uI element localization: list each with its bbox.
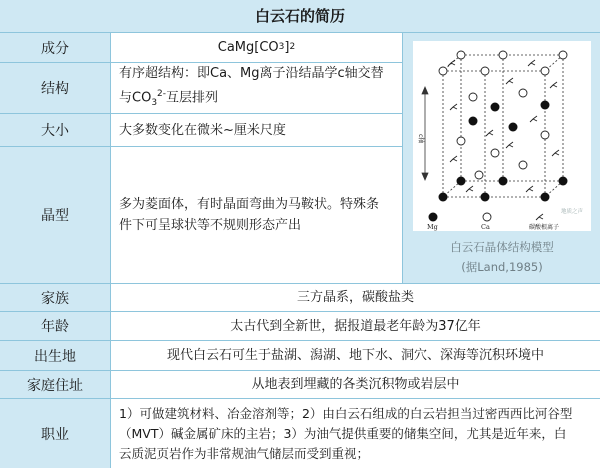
structure-line2: [119, 84, 384, 114]
legend-co3-text: 碳酸根离子: [529, 224, 560, 231]
formula-sub1: 3: [278, 42, 285, 52]
crystal-line2: 件下可呈球状等不规则形态产出: [119, 218, 302, 233]
crystal-structure-diagram: [413, 41, 591, 231]
label-composition: 成分: [0, 33, 110, 62]
value-composition: [110, 33, 402, 62]
formula-pre: CaMg[CO: [217, 40, 279, 55]
career-line3: 云质泥页岩作为非常规油气储层而受到重视；: [119, 445, 370, 461]
label-crystal: 晶型: [0, 147, 110, 283]
label-birthplace: 出生地: [0, 341, 110, 370]
value-address: 从地表到埋藏的各类沉积物或岩层中: [110, 371, 600, 398]
formula-mid: ]: [284, 40, 290, 55]
label-size: 大小: [0, 114, 110, 146]
value-structure: [110, 63, 402, 113]
legend-ca-text: Ca: [481, 223, 490, 231]
career-line1: 1）可做建筑材料、冶金溶剂等；2）由白云石组成的白云岩担当过密西西比河谷型: [119, 405, 573, 421]
career-line2: （MVT）碱金属矿床的主岩；3）为油气提供重要的储集空间，尤其是近年来，白: [119, 425, 567, 441]
c-axis-label: c轴: [417, 134, 424, 144]
legend-mg-text: Mg: [427, 223, 438, 231]
table-title: 白云石的简历: [0, 0, 600, 33]
value-career: [110, 399, 600, 468]
watermark: 地质之声: [561, 209, 584, 215]
value-age: 太古代到全新世，据报道最老年龄为37亿年: [110, 312, 600, 340]
legend-ca-marker: [483, 213, 491, 221]
crystal-structure-svg: [413, 41, 591, 231]
value-birthplace: 现代白云石可生于盐湖、潟湖、地下水、洞穴、深海等沉积环境中: [110, 341, 600, 370]
label-age: 年龄: [0, 312, 110, 340]
label-structure: 结构: [0, 63, 110, 113]
model-caption: 白云石晶体结构模型: [450, 240, 554, 254]
structure-line2-post: 互层排列: [166, 89, 219, 105]
value-family: 三方晶系，碳酸盐类: [110, 284, 600, 311]
formula-sub2: 2: [289, 42, 296, 52]
label-address: 家庭住址: [0, 371, 110, 398]
structure-sup: 2-: [157, 88, 167, 99]
structure-line1: 有序超结构：即Ca、Mg离子沿结晶学c轴交替: [119, 65, 384, 81]
model-source: (据Land,1985): [461, 260, 543, 274]
structure-line2-pre: 与CO: [119, 89, 152, 105]
legend-co3-marker: [536, 214, 543, 220]
value-crystal: [110, 147, 402, 283]
legend-mg-marker: [429, 213, 438, 222]
label-family: 家族: [0, 284, 110, 311]
structure-sub: 3: [151, 97, 158, 108]
value-size: 大多数变化在微米~厘米尺度: [110, 114, 402, 146]
structure-model-cell: [402, 33, 600, 283]
crystal-line1: 多为菱面体，有时晶面弯曲为马鞍状。特殊条: [119, 197, 380, 212]
label-career: 职业: [0, 399, 110, 468]
